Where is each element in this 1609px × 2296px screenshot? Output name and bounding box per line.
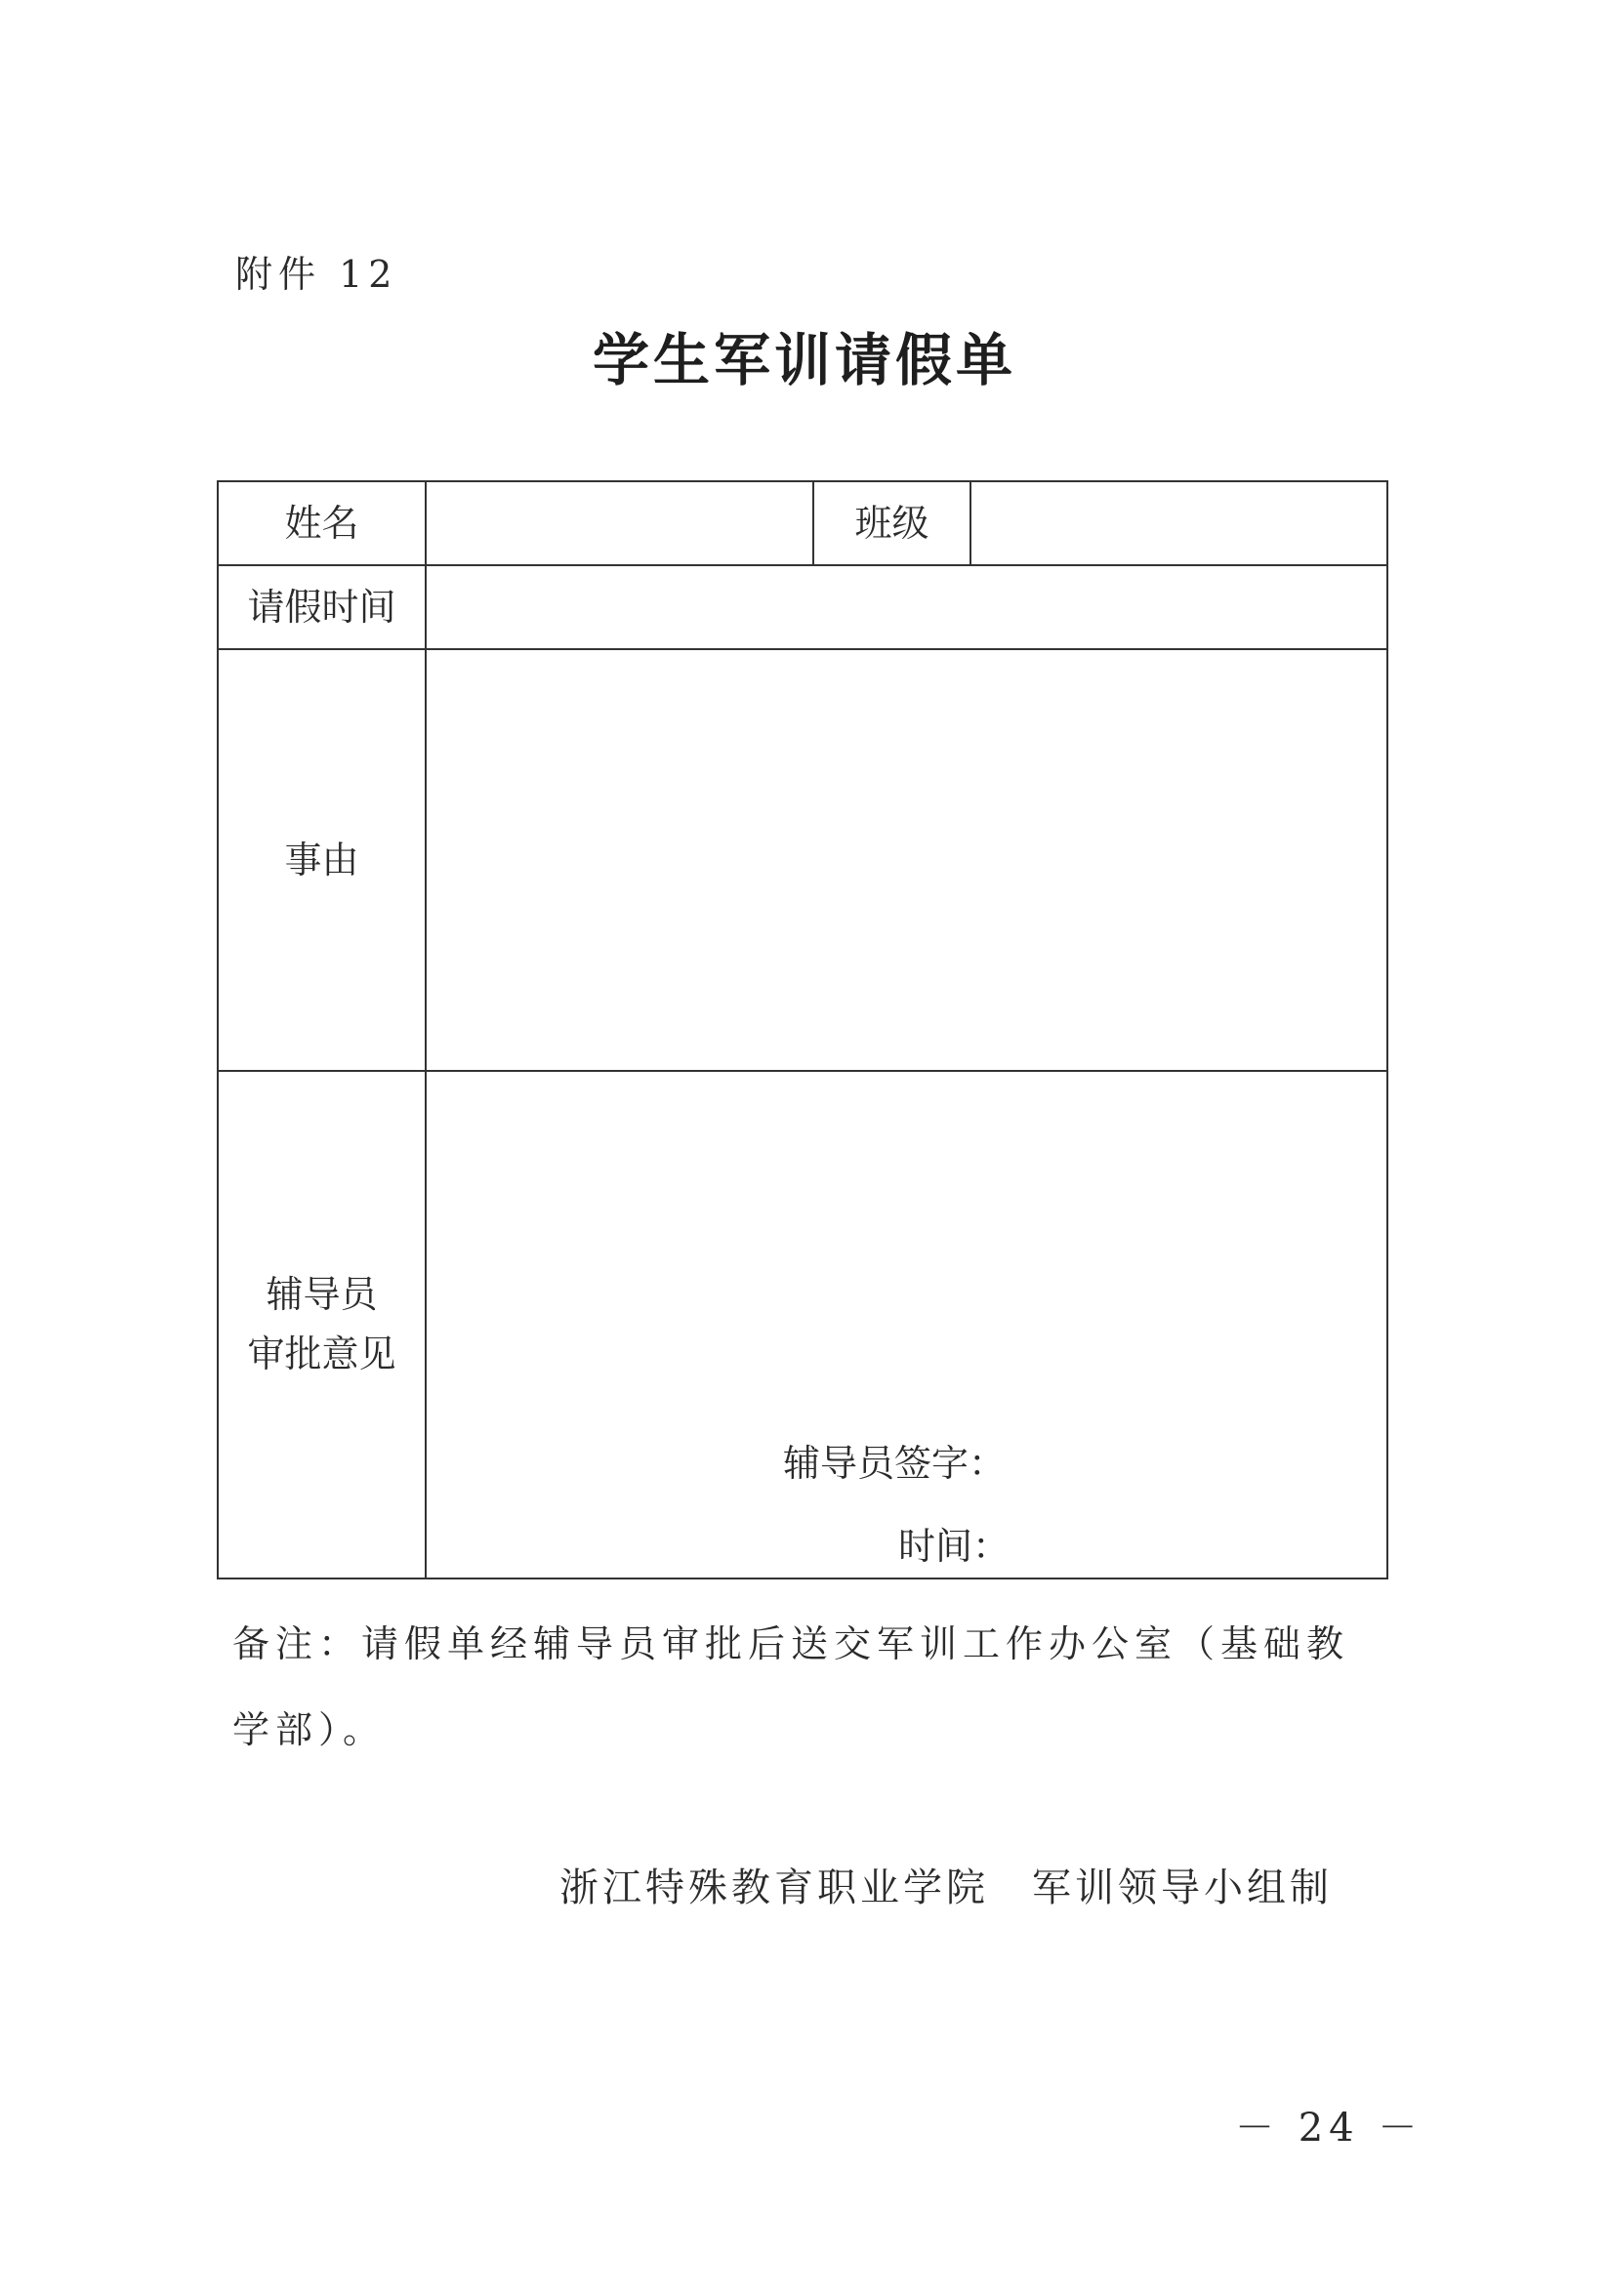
- approval-label-line1: 辅导员: [266, 1273, 378, 1317]
- row-name-class: [218, 481, 1387, 565]
- counselor-signature-label: 辅导员签字：: [783, 1442, 1007, 1485]
- leave-time-label: 请假时间: [218, 565, 426, 649]
- page-number: － 24 －: [1235, 2106, 1423, 2151]
- name-label: 姓名: [218, 481, 426, 565]
- name-field[interactable]: [426, 481, 813, 565]
- class-field[interactable]: [970, 481, 1387, 565]
- leave-time-field[interactable]: [426, 565, 1387, 649]
- page-title: 学生军训请假单: [592, 327, 1016, 393]
- attachment-label: 附件 12: [235, 253, 398, 296]
- remark-note: 备注：请假单经辅导员审批后送交军训工作办公室（基础教学部）。: [232, 1622, 1350, 1751]
- row-leave-time: [218, 565, 1387, 649]
- reason-field[interactable]: [426, 649, 1387, 1071]
- issuing-organization: 浙江特殊教育职业学院 军训领导小组制: [559, 1866, 1333, 1910]
- row-approval: [218, 1071, 1387, 1578]
- approval-label: [218, 1071, 426, 1578]
- leave-form-table: [217, 480, 1388, 1579]
- row-reason: [218, 649, 1387, 1071]
- approval-date-label: 时间：: [898, 1525, 1011, 1568]
- approval-label-line2: 审批意见: [247, 1332, 396, 1375]
- reason-label: 事由: [218, 649, 426, 1071]
- class-label: 班级: [813, 481, 970, 565]
- approval-field[interactable]: [426, 1071, 1387, 1578]
